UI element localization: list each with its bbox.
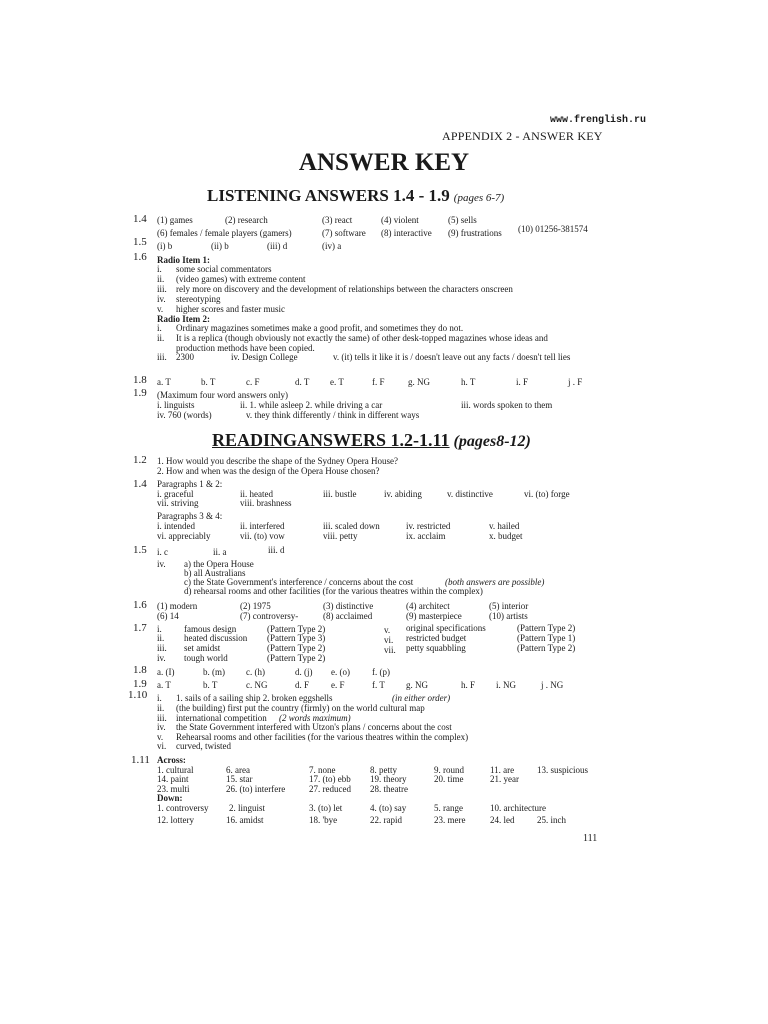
answer: x. budget [489, 531, 523, 541]
pattern-type: (Pattern Type 3) [267, 633, 326, 643]
answer: (5) interior [489, 601, 529, 611]
answer: 16. amidst [226, 815, 264, 825]
answer: (4) architect [406, 601, 450, 611]
question-number: 1.11 [131, 754, 150, 766]
answer: (4) violent [381, 215, 419, 225]
answer: the State Government interfered with Utzon's plans / concerns about the cost [176, 722, 452, 732]
answer: iv. 760 (words) [157, 410, 212, 420]
answer: set amidst [184, 643, 221, 653]
answer: h. T [461, 377, 476, 387]
answer: b. (m) [203, 667, 225, 677]
answer: (2) 1975 [240, 601, 271, 611]
answer: ii. interfered [240, 521, 285, 531]
question-number: 1.8 [133, 664, 147, 676]
answer: Rehearsal rooms and other facilities (for the various theatres within the complex) [176, 732, 469, 742]
answer: (7) software [322, 228, 366, 238]
list-number: v. [157, 732, 164, 742]
answer: 3. (to) let [309, 803, 343, 813]
answer: 11. are [490, 765, 515, 775]
answer: (9) frustrations [448, 228, 502, 238]
answer: iii. scaled down [323, 521, 380, 531]
answer: j . F [568, 377, 583, 387]
pattern-type: (Pattern Type 2) [267, 624, 326, 634]
answer: heated discussion [184, 633, 248, 643]
listening-pages: (pages 6-7) [453, 192, 505, 204]
answer: i. intended [157, 521, 195, 531]
answer: 6. area [226, 765, 250, 775]
appendix-heading: APPENDIX 2 - ANSWER KEY [442, 129, 603, 143]
list-number: i. [157, 624, 162, 634]
pattern-type: (Pattern Type 2) [267, 653, 326, 663]
answer: (i) b [157, 241, 173, 251]
answer: 20. time [434, 774, 464, 784]
answer: e. T [330, 377, 344, 387]
answer: iii. words spoken to them [461, 400, 553, 410]
answer: stereotyping [176, 294, 221, 304]
question-number: 1.6 [133, 599, 147, 611]
answer: f. F [372, 377, 385, 387]
answer: v. they think differently / think in different ways [246, 410, 420, 420]
reading-title [212, 430, 531, 451]
question-number: 1.5 [133, 544, 147, 556]
answer: 14. paint [157, 774, 189, 784]
page-number: 111 [583, 833, 598, 844]
answer: some social commentators [176, 264, 272, 274]
answer: famous design [184, 624, 237, 634]
question-number: 1.9 [133, 678, 147, 690]
question-number: 1.8 [133, 374, 147, 386]
answer: (7) controversy- [240, 611, 299, 621]
answer: 18. 'bye [309, 815, 338, 825]
answer: 8. petty [370, 765, 397, 775]
reading-title-text: READINGANSWERS 1.2-1.11 [212, 430, 450, 450]
answer: i. c [157, 547, 168, 557]
paragraph-heading: Paragraphs 3 & 4: [157, 511, 223, 521]
answer: f. T [372, 680, 385, 690]
answer: It is a replica (though obviously not exactly the same) of other desk-topped magazines whose ideas and [176, 333, 548, 343]
answer: (6) females / female players (gamers) [157, 228, 292, 238]
answer: 26. (to) interfere [226, 784, 286, 794]
answer: 17. (to) ebb [309, 774, 351, 784]
answer: v. (it) tells it like it is / doesn't leave out any facts / doesn't tell lies [333, 352, 571, 362]
answer-note: (2 words maximum) [279, 713, 351, 723]
list-number: i. [157, 323, 162, 333]
answer: 28. theatre [370, 784, 408, 794]
answer: c) the State Government's interference / concerns about the cost [184, 577, 414, 587]
answer: g. NG [408, 377, 430, 387]
answer: higher scores and faster music [176, 304, 285, 314]
answer: iv. restricted [406, 521, 451, 531]
answer: a) the Opera House [184, 559, 254, 569]
answer: 25. inch [537, 815, 566, 825]
answer: i. NG [496, 680, 516, 690]
list-number: iv. [157, 294, 166, 304]
answer: d. (j) [295, 667, 313, 677]
answer: d. T [295, 377, 310, 387]
answer: (iv) a [322, 241, 342, 251]
answer: (5) sells [448, 215, 477, 225]
answer: 5. range [434, 803, 463, 813]
question-number: 1.5 [133, 236, 147, 248]
answer-note: (Maximum four word answers only) [157, 390, 288, 400]
answer: ii. heated [240, 489, 273, 499]
list-number: ii. [157, 703, 165, 713]
answer: b. T [203, 680, 218, 690]
answer: (10) artists [489, 611, 528, 621]
answer: 4. (to) say [370, 803, 407, 813]
answer: v. hailed [489, 521, 520, 531]
answer: ii. 1. while asleep 2. while driving a car [240, 400, 383, 410]
answer: original specifications [406, 623, 486, 633]
answer: international competition [176, 713, 267, 723]
question-number: 1.6 [133, 251, 147, 263]
answer: a. (I) [157, 667, 175, 677]
answer-continuation: production methods have been copied. [176, 343, 315, 353]
answer: (2) research [225, 215, 268, 225]
list-number: vi. [157, 741, 167, 751]
answer: e. F [331, 680, 345, 690]
answer: 1. cultural [157, 765, 194, 775]
site-url: www.frenglish.ru [550, 115, 647, 126]
answer: b. T [201, 377, 216, 387]
answer: rely more on discovery and the development of relationships between the characters onscreen [176, 284, 513, 294]
list-number: vi. [384, 635, 394, 645]
answer: Ordinary magazines sometimes make a good profit, and sometimes they do not. [176, 323, 464, 333]
answer: a. T [157, 377, 171, 387]
list-number: iv. [157, 559, 166, 569]
answer: e. (o) [331, 667, 350, 677]
answer: i. linguists [157, 400, 195, 410]
answer: i. F [516, 377, 529, 387]
answer: petty squabbling [406, 643, 466, 653]
answer: a. T [157, 680, 171, 690]
listening-title [207, 186, 504, 206]
answer: iii. d [268, 545, 285, 555]
list-number: i. [157, 693, 162, 703]
answer: j . NG [541, 680, 564, 690]
question-number: 1.4 [133, 478, 147, 490]
question-number: 1.10 [128, 689, 148, 701]
answer: 23. mere [434, 815, 466, 825]
answer: c. F [246, 377, 260, 387]
answer: 2. linguist [229, 803, 266, 813]
question-number: 1.9 [133, 387, 147, 399]
pattern-type: (Pattern Type 1) [517, 633, 576, 643]
answer: d) rehearsal rooms and other facilities (for the various theatres within the complex) [184, 586, 483, 596]
list-number: iii. [157, 643, 167, 653]
crossword-down-heading: Down: [157, 793, 183, 803]
answer: h. F [461, 680, 476, 690]
answer: vi. (to) forge [524, 489, 570, 499]
answer: 27. reduced [309, 784, 351, 794]
answer: 2300 [176, 352, 194, 362]
radio-item-heading: Radio Item 1: [157, 255, 210, 265]
answer: (iii) d [267, 241, 288, 251]
answer: (ii) b [211, 241, 229, 251]
question-number: 1.7 [133, 622, 147, 634]
question-number: 1.4 [133, 213, 147, 225]
answer: b) all Australians [184, 568, 246, 578]
answer: iv. Design College [231, 352, 298, 362]
list-number: ii. [157, 274, 165, 284]
list-number: iv. [157, 722, 166, 732]
paragraph-heading: Paragraphs 1 & 2: [157, 479, 223, 489]
pattern-type: (Pattern Type 2) [517, 643, 576, 653]
answer: (1) games [157, 215, 193, 225]
list-number: ii. [157, 333, 165, 343]
answer: ix. acclaim [406, 531, 446, 541]
answer: 13. suspicious [537, 765, 589, 775]
answer: ii. a [213, 547, 227, 557]
pattern-type: (Pattern Type 2) [267, 643, 326, 653]
answer: 22. rapid [370, 815, 402, 825]
answer: (1) modern [157, 601, 198, 611]
crossword-across-heading: Across: [157, 755, 186, 765]
answer: viii. petty [323, 531, 358, 541]
question-number: 1.2 [133, 454, 147, 466]
list-number: i. [157, 264, 162, 274]
answer: iii. bustle [323, 489, 357, 499]
list-number: iii. [157, 713, 167, 723]
answer-note: (in either order) [392, 693, 451, 703]
answer: (8) interactive [381, 228, 432, 238]
answer: curved, twisted [176, 741, 231, 751]
list-number: iii. [157, 284, 167, 294]
answer: 9. round [434, 765, 464, 775]
answer: vi. appreciably [157, 531, 211, 541]
list-number: v. [384, 625, 391, 635]
answer: tough world [184, 653, 228, 663]
answer: g. NG [406, 680, 428, 690]
list-number: iii. [157, 352, 167, 362]
answer: 1. How would you describe the shape of the Sydney Opera House? [157, 456, 398, 466]
answer: i. graceful [157, 489, 194, 499]
answer: (8) acclaimed [323, 611, 373, 621]
answer: 7. none [309, 765, 336, 775]
answer: viii. brashness [240, 498, 292, 508]
answer: (3) distinctive [323, 601, 374, 611]
listening-title-text: LISTENING ANSWERS 1.4 - 1.9 [207, 186, 450, 205]
answer: restricted budget [406, 633, 467, 643]
answer: (6) 14 [157, 611, 179, 621]
answer: 10. architecture [490, 803, 546, 813]
answer: v. distinctive [447, 489, 493, 499]
answer: 21. year [490, 774, 519, 784]
answer: 19. theory [370, 774, 407, 784]
list-number: v. [157, 304, 164, 314]
answer: f. (p) [372, 667, 390, 677]
answer: c. NG [246, 680, 268, 690]
list-number: vii. [384, 645, 396, 655]
answer: 24. led [490, 815, 515, 825]
answer: 15. star [226, 774, 253, 784]
radio-item-heading: Radio Item 2: [157, 314, 210, 324]
answer: 1. controversy [157, 803, 209, 813]
answer: 2. How and when was the design of the Opera House chosen? [157, 466, 380, 476]
answer: d. F [295, 680, 310, 690]
answer: (3) react [322, 215, 353, 225]
answer: (the building) first put the country (firmly) on the world cultural map [176, 703, 425, 713]
answer: (10) 01256-381574 [518, 224, 588, 234]
reading-pages: (pages8-12) [449, 433, 531, 450]
answer: 23. multi [157, 784, 190, 794]
page-title: ANSWER KEY [298, 149, 470, 176]
list-number: iv. [157, 653, 166, 663]
answer: 12. lottery [157, 815, 194, 825]
answer: (video games) with extreme content [176, 274, 306, 284]
answer: (9) masterpiece [406, 611, 462, 621]
answer: vii. striving [157, 498, 199, 508]
answer: c. (h) [246, 667, 265, 677]
answer: iv. abiding [384, 489, 422, 499]
answer: 1. sails of a sailing ship 2. broken eggshells [176, 693, 333, 703]
answer: vii. (to) vow [240, 531, 285, 541]
pattern-type: (Pattern Type 2) [517, 623, 576, 633]
answer-note: (both answers are possible) [445, 577, 545, 587]
list-number: ii. [157, 633, 165, 643]
